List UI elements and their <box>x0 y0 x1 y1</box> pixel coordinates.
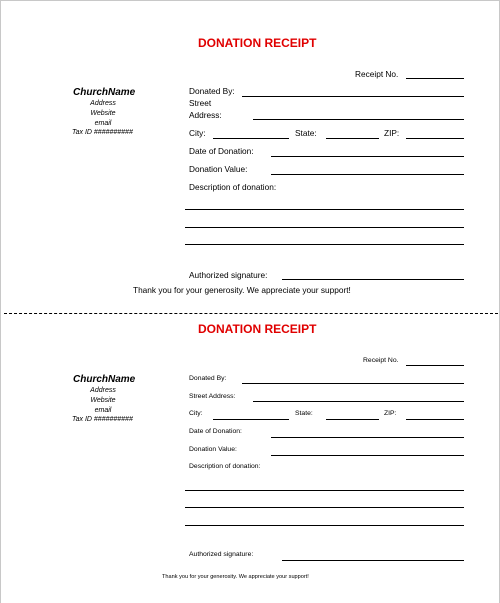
city-label-top: City: <box>189 128 206 138</box>
street-address-field-bottom[interactable] <box>253 401 464 402</box>
zip-label-bottom: ZIP: <box>384 410 397 417</box>
value-field-top[interactable] <box>271 174 464 175</box>
description-line-2-bottom[interactable] <box>185 507 464 508</box>
description-line-3-bottom[interactable] <box>185 525 464 526</box>
zip-label-top: ZIP: <box>384 128 400 138</box>
description-line-2-top[interactable] <box>185 227 464 228</box>
street-address-label-bottom: Street Address: <box>189 393 236 400</box>
church-email-bottom: email <box>94 407 112 414</box>
date-label-top: Date of Donation: <box>189 146 254 156</box>
zip-field-bottom[interactable] <box>406 419 464 420</box>
receipt-no-field-top[interactable] <box>406 78 464 79</box>
date-label-bottom: Date of Donation: <box>189 428 242 435</box>
zip-field-top[interactable] <box>406 138 464 139</box>
donated-by-label-top: Donated By: <box>189 86 235 96</box>
date-field-bottom[interactable] <box>271 437 464 438</box>
receipt-title-top: DONATION RECEIPT <box>198 36 317 50</box>
donated-by-label-bottom: Donated By: <box>189 375 227 382</box>
church-name-bottom: ChurchName <box>73 374 136 385</box>
church-website-bottom: Website <box>90 397 116 404</box>
receipt-no-label-bottom: Receipt No. <box>363 357 399 364</box>
receipt-no-field-bottom[interactable] <box>406 365 464 366</box>
signature-label-bottom: Authorized signature: <box>189 551 254 558</box>
donated-by-field-top[interactable] <box>242 96 464 97</box>
address-label-top: Address: <box>189 110 222 120</box>
donated-by-field-bottom[interactable] <box>242 383 464 384</box>
state-field-bottom[interactable] <box>326 419 379 420</box>
receipt-no-label-top: Receipt No. <box>355 69 399 79</box>
city-field-bottom[interactable] <box>213 419 289 420</box>
description-label-bottom: Description of donation: <box>189 463 261 470</box>
church-address-bottom: Address <box>90 387 116 394</box>
state-field-top[interactable] <box>326 138 379 139</box>
cut-line <box>4 313 498 314</box>
city-field-top[interactable] <box>213 138 289 139</box>
state-label-top: State: <box>295 128 317 138</box>
church-website-top: Website <box>90 110 116 117</box>
church-taxid-top: Tax ID ########## <box>72 129 133 136</box>
signature-label-top: Authorized signature: <box>189 270 268 280</box>
description-line-3-top[interactable] <box>185 244 464 245</box>
value-field-bottom[interactable] <box>271 455 464 456</box>
signature-field-top[interactable] <box>282 279 464 280</box>
receipt-title-bottom: DONATION RECEIPT <box>198 322 317 336</box>
value-label-bottom: Donation Value: <box>189 446 237 453</box>
street-label-top: Street <box>189 98 212 108</box>
description-label-top: Description of donation: <box>189 182 277 192</box>
street-address-field-top[interactable] <box>253 119 464 120</box>
church-taxid-bottom: Tax ID ########## <box>72 416 133 423</box>
description-line-1-top[interactable] <box>185 209 464 210</box>
church-address-top: Address <box>90 100 116 107</box>
description-line-1-bottom[interactable] <box>185 490 464 491</box>
city-label-bottom: City: <box>189 410 203 417</box>
state-label-bottom: State: <box>295 410 313 417</box>
church-email-top: email <box>94 120 112 127</box>
thanks-text-top: Thank you for your generosity. We appreciate your support! <box>133 285 351 295</box>
signature-field-bottom[interactable] <box>282 560 464 561</box>
thanks-text-bottom: Thank you for your generosity. We appreciate your support! <box>162 574 309 580</box>
church-name-top: ChurchName <box>73 87 136 98</box>
value-label-top: Donation Value: <box>189 164 248 174</box>
date-field-top[interactable] <box>271 156 464 157</box>
